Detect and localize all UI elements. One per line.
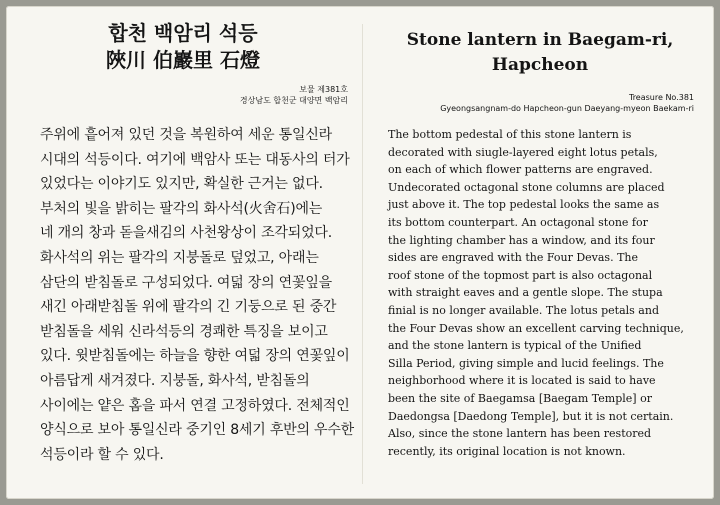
korean-description [40, 123, 360, 467]
korean-title-hanja: 陜川 伯巖里 石燈 [106, 48, 260, 72]
description-line: finial is no longer available. The lotus petals and [388, 303, 659, 317]
description-line: 받침돌을 세워 신라석등의 경쾌한 특징을 보이고 [40, 323, 328, 340]
korean-title-hangul: 합천 백암리 석등 [108, 21, 258, 45]
description-line: roof stone of the topmost part is also octagonal [388, 268, 653, 282]
korean-column [6, 6, 360, 499]
description-line: 네 개의 창과 돋을새김의 사천왕상이 조각되었다. [40, 225, 332, 242]
description-line: been the site of Baegamsa [Baegam Temple] or [388, 391, 652, 405]
description-line: recently, its original location is not known. [388, 444, 626, 458]
english-title-line1: Stone lantern in Baegam-ri, [406, 30, 674, 50]
description-line: 새긴 아래받침돌 위에 팔각의 긴 기둥으로 된 중간 [40, 299, 337, 316]
description-line: 석등이라 할 수 있다. [40, 446, 164, 463]
description-line: on each of which flower patterns are engraved. [388, 163, 653, 177]
description-line: decorated with siugle-layered eight lotus petals, [388, 145, 658, 159]
description-line: 화사석의 위는 팔각의 지붕돌로 덮었고, 아래는 [40, 249, 319, 266]
english-designation: Treasure No.381 [628, 93, 694, 102]
description-line: 있다. 윗받침돌에는 하늘을 향한 여덟 장의 연꽃잎이 [40, 348, 350, 365]
description-line: just above it. The top pedestal looks the same as [388, 198, 660, 212]
description-line: 주위에 흩어져 있던 것을 복원하여 세운 통일신라 [40, 127, 332, 143]
english-description [388, 126, 718, 460]
description-line: 양식으로 보아 통일신라 중기인 8세기 후반의 우수한 [40, 422, 355, 439]
english-column [366, 6, 714, 499]
description-line: the lighting chamber has a window, and its four [388, 233, 655, 247]
english-title-line2: Hapcheon [491, 55, 589, 75]
description-line: sides are engraved with the Four Devas. The [388, 251, 639, 265]
english-address: Gyeongsangnam-do Hapcheon-gun Daeyang-myeon Baekam-ri [440, 104, 694, 113]
description-line: 사이에는 얕은 홈을 파서 연결 고정하였다. 전체적인 [40, 397, 350, 414]
info-sign-board [6, 6, 714, 499]
description-line: and the stone lantern is typical of the Unified [388, 339, 642, 353]
column-divider [362, 24, 363, 484]
korean-address: 경상남도 합천군 대양면 백암리 [239, 96, 348, 105]
description-line: with straight eaves and a gentle slope. The stupa [388, 286, 663, 300]
description-line: 부처의 빛을 밝히는 팔각의 화사석(火舍石)에는 [40, 200, 323, 217]
description-line: 있었다는 이야기도 있지만, 확실한 근거는 없다. [40, 176, 323, 193]
english-title [366, 28, 714, 78]
description-line: The bottom pedestal of this stone lantern is [388, 128, 632, 141]
korean-meta [240, 84, 348, 106]
description-line: 시대의 석등이다. 여기에 백암사 또는 대동사의 터가 [40, 151, 350, 168]
english-meta [440, 92, 694, 114]
description-line: Undecorated octagonal stone columns are placed [388, 180, 665, 194]
description-line: its bottom counterpart. An octagonal stone for [388, 215, 648, 229]
description-line: neighborhood where it is located is said to have [388, 374, 656, 388]
korean-designation: 보물 제381호 [299, 85, 348, 94]
description-line: Also, since the stone lantern has been restored [388, 427, 652, 441]
description-line: the Four Devas show an excellent carving technique, [388, 321, 684, 335]
description-line: Silla Period, giving simple and lucid feelings. The [388, 356, 664, 370]
description-line: 삼단의 받침돌로 구성되었다. 여덟 장의 연꽃잎을 [40, 274, 332, 291]
korean-title [6, 20, 360, 74]
description-line: 아름답게 새겨졌다. 지붕돌, 화사석, 받침돌의 [40, 372, 310, 389]
description-line: Daedongsa [Daedong Temple], but it is not certain. [388, 409, 674, 423]
